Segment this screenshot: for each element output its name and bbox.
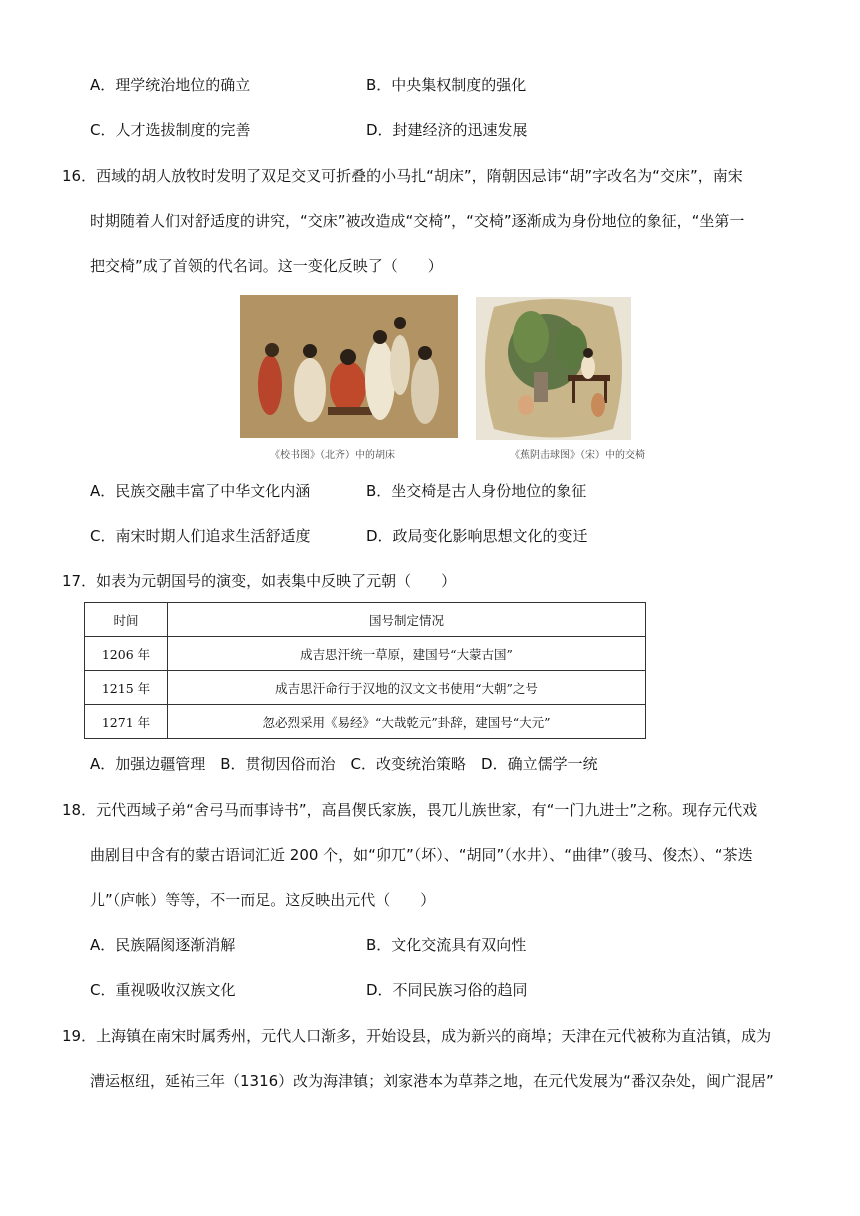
q16-option-b: B．坐交椅是古人身份地位的象征 — [366, 482, 587, 500]
table-cell-detail: 成吉思汗统一草原，建国号“大蒙古国” — [168, 637, 646, 671]
q18-stem-line-1: 18．元代西域子弟“舍弓马而事诗书”，高昌偰氏家族，畏兀儿族世家，有“一门九进士”之称。现存元代戏 — [62, 801, 758, 819]
painting-jiaoshutu — [240, 295, 458, 438]
table-cell-year: 1271 年 — [85, 705, 168, 739]
q16-option-a: A．民族交融丰富了中华文化内涵 — [90, 482, 311, 500]
q15-option-b: B．中央集权制度的强化 — [366, 76, 527, 94]
painting-jiaoyin-jiqiutu — [476, 297, 631, 440]
q17-stem: 17．如表为元朝国号的演变，如表集中反映了元朝（ ） — [62, 572, 457, 590]
table-cell-detail: 成吉思汗命行于汉地的汉文文书使用“大朝”之号 — [168, 671, 646, 705]
q18-stem-line-2: 曲剧目中含有的蒙古语词汇近 200 个，如“卯兀”（坏）、“胡同”（水井）、“曲律”（骏马、俊杰）、“茶迭 — [90, 846, 753, 864]
table-header-detail: 国号制定情况 — [168, 603, 646, 637]
q18-option-a: A．民族隔阂逐渐消解 — [90, 936, 236, 954]
q15-option-a: A．理学统治地位的确立 — [90, 76, 251, 94]
table-row — [85, 705, 646, 739]
q18-option-b: B．文化交流具有双向性 — [366, 936, 527, 954]
q19-stem-line-1: 19．上海镇在南宋时属秀州，元代人口渐多，开始设县，成为新兴的商埠；天津在元代被称为直沽镇，成为 — [62, 1027, 772, 1045]
caption-jiaoshutu: 《校书图》（北齐）中的胡床 — [270, 450, 395, 461]
q16-stem-line-2: 时期随着人们对舒适度的讲究，“交床”被改造成“交椅”，“交椅”逐渐成为身份地位的象征，“坐第一 — [90, 212, 745, 230]
q16-option-c: C．南宋时期人们追求生活舒适度 — [90, 527, 311, 545]
table-row — [85, 671, 646, 705]
national-title-table — [84, 602, 646, 739]
table-cell-year: 1215 年 — [85, 671, 168, 705]
q16-option-d: D．政局变化影响思想文化的变迁 — [366, 527, 588, 545]
q18-option-d: D．不同民族习俗的趋同 — [366, 981, 528, 999]
q16-stem-line-3: 把交椅”成了首领的代名词。这一变化反映了（ ） — [90, 257, 443, 275]
q18-option-c: C．重视吸收汉族文化 — [90, 981, 236, 999]
q19-stem-line-2: 漕运枢纽，延祐三年（1316）改为海津镇；刘家港本为草莽之地，在元代发展为“番汉杂处，闽广混居” — [90, 1072, 774, 1090]
caption-jiaoyin-jiqiutu: 《蕉阴击球图》（宋）中的交椅 — [510, 450, 645, 461]
q18-stem-line-3: 儿”（庐帐）等等，不一而足。这反映出元代（ ） — [90, 891, 436, 909]
table-cell-year: 1206 年 — [85, 637, 168, 671]
q15-option-d: D．封建经济的迅速发展 — [366, 121, 528, 139]
q15-option-c: C．人才选拔制度的完善 — [90, 121, 251, 139]
q17-options: A．加强边疆管理 B．贯彻因俗而治 C．改变统治策略 D．确立儒学一统 — [90, 755, 598, 773]
q16-stem-line-1: 16．西域的胡人放牧时发明了双足交叉可折叠的小马扎“胡床”，隋朝因忌讳“胡”字改名为“交床”，南宋 — [62, 167, 743, 185]
table-row — [85, 637, 646, 671]
table-header-time: 时间 — [85, 603, 168, 637]
table-header-row — [85, 603, 646, 637]
table-cell-detail: 忽必烈采用《易经》“大哉乾元”卦辞，建国号“大元” — [168, 705, 646, 739]
